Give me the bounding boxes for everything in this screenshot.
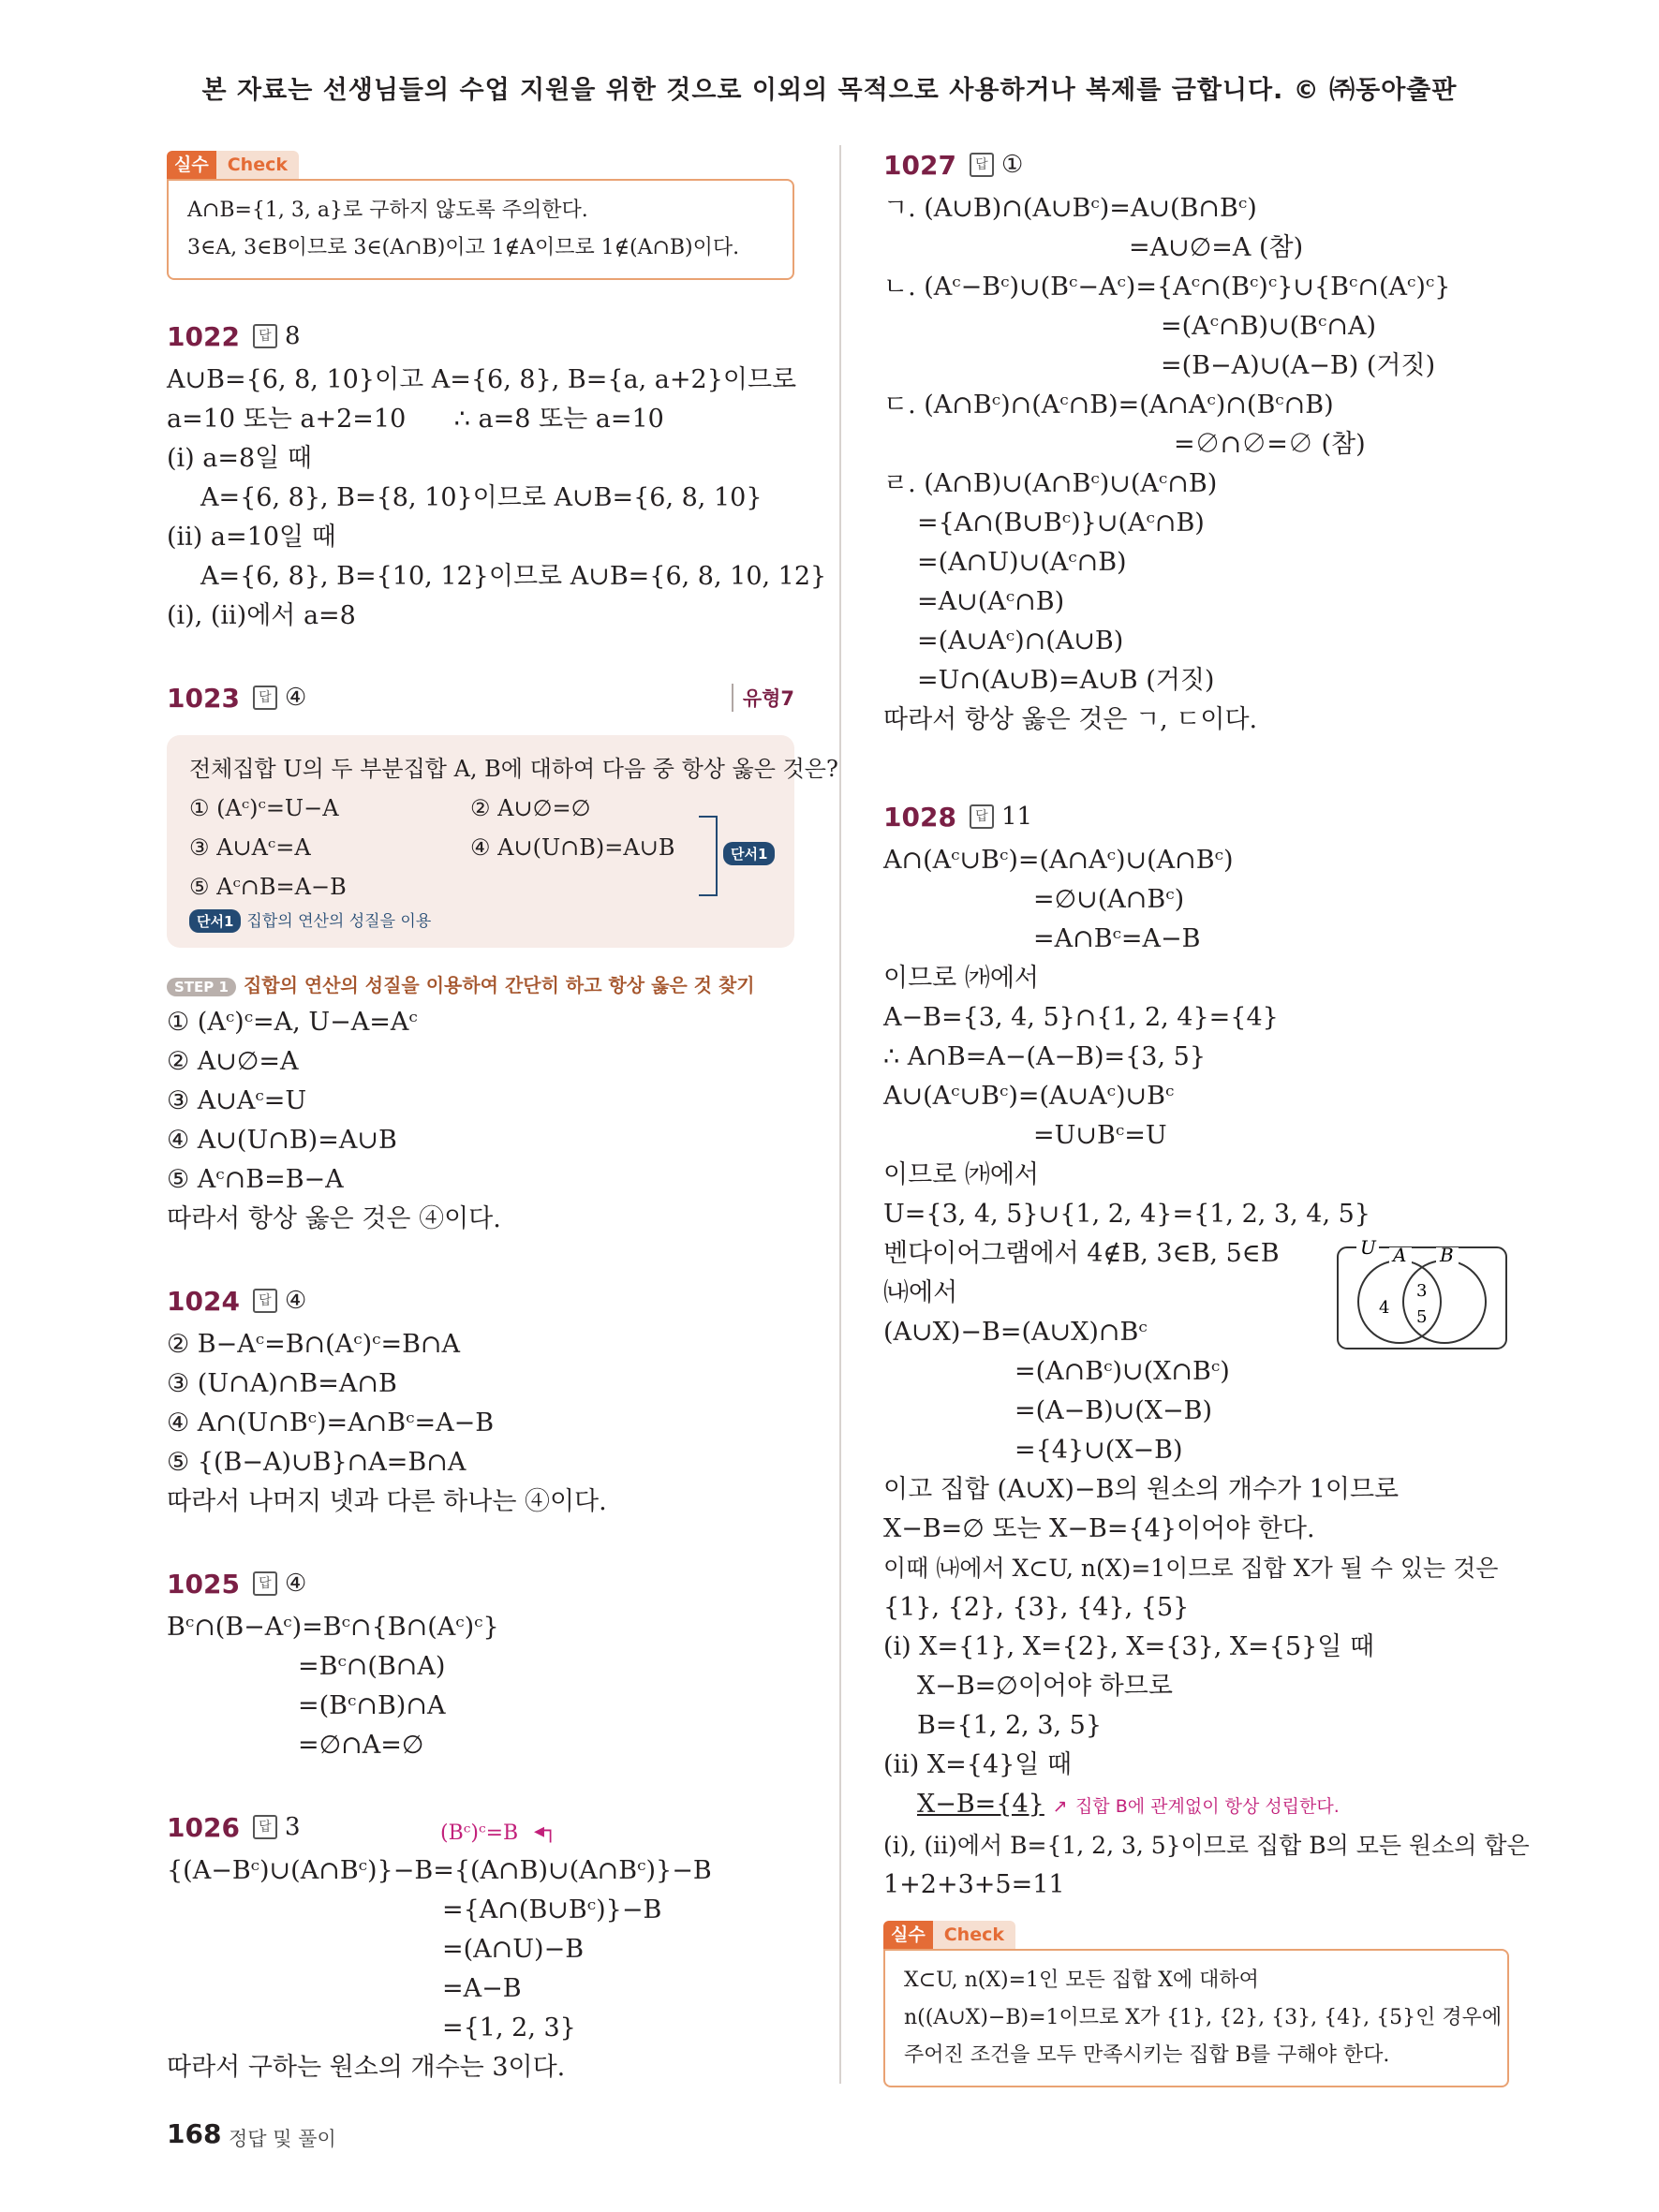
solution-line: =(Bᶜ∩B)∩A	[298, 1691, 446, 1720]
left-column	[167, 140, 838, 2087]
answer-value: ①	[1000, 151, 1024, 179]
solution-line	[883, 1785, 1509, 1826]
problem-1023-header	[167, 673, 794, 722]
solution-line: 이고 집합 (A∪X)−B의 원소의 개수가 1이므로	[883, 1475, 1400, 1504]
solution-line: ⑤ {(B−A)∪B}∩A=B∩A	[167, 1448, 467, 1477]
arrow-icon: ◂┐	[534, 1820, 557, 1843]
solution-line: =∅∩A=∅	[298, 1731, 424, 1760]
option-5: ⑤ Aᶜ∩B=A−B	[189, 874, 347, 900]
answer-value: 3	[284, 1813, 301, 1841]
check-line: 3∈A, 3∈B이므로 3∈(A∩B)이고 1∉A이므로 1∉(A∩B)이다.	[187, 236, 740, 259]
solution-line: =(A∩Bᶜ)∪(X∩Bᶜ)	[1015, 1357, 1230, 1386]
solution-line: (A∪X)−B=(A∪X)∩Bᶜ	[883, 1318, 1148, 1347]
option-4: ④ A∪(U∩B)=A∪B	[470, 834, 675, 861]
answer-value: 8	[284, 322, 301, 350]
hint-bracket	[699, 816, 718, 896]
hint-line	[189, 907, 772, 933]
solution-line: {1}, {2}, {3}, {4}, {5}	[883, 1593, 1190, 1622]
solution-line: ② B−Aᶜ=B∩(Aᶜ)ᶜ=B∩A	[167, 1330, 461, 1359]
solution-line: B={1, 2, 3, 5}	[917, 1711, 1103, 1740]
problem-1028-solution	[883, 841, 1530, 1905]
question-text: 전체집합 U의 두 부분집합 A, B에 대하여 다음 중 항상 옳은 것은?	[189, 756, 838, 782]
solution-line: U={3, 4, 5}∪{1, 2, 4}={1, 2, 3, 4, 5}	[883, 1200, 1370, 1229]
problem-number: 1026	[167, 1811, 240, 1843]
solution-line: =A∪(Aᶜ∩B)	[917, 587, 1065, 616]
answer-badge: 답	[970, 153, 994, 177]
option-3: ③ A∪Aᶜ=A	[189, 834, 311, 861]
solution-line: 따라서 나머지 넷과 다른 하나는 ④이다.	[167, 1487, 607, 1516]
footer-label: 정답 및 풀이	[229, 2128, 336, 2150]
answer-badge: 답	[253, 1571, 277, 1596]
solution-line: Bᶜ∩(B−Aᶜ)=Bᶜ∩{B∩(Aᶜ)ᶜ}	[167, 1613, 499, 1642]
answer-badge: 답	[253, 1815, 277, 1839]
problem-type-tag: 유형7	[732, 684, 794, 712]
solution-line: A∪(Aᶜ∪Bᶜ)=(A∪Aᶜ)∪Bᶜ	[883, 1082, 1175, 1111]
answer-badge: 답	[253, 1289, 277, 1313]
problem-1025-solution	[167, 1608, 794, 1765]
venn-label-a: A	[1393, 1244, 1407, 1266]
solution-line: 이므로 ㈎에서	[883, 964, 1039, 993]
mistake-check-box-1	[167, 148, 794, 280]
solution-line: =(A−B)∪(X−B)	[1015, 1396, 1213, 1425]
problem-1026-solution	[167, 1851, 794, 2087]
answer-value: ④	[284, 684, 307, 712]
problem-number: 1025	[167, 1568, 240, 1600]
solution-line: (i), (ii)에서 a=8	[167, 601, 356, 630]
solution-line: A={6, 8}, B={10, 12}이므로 A∪B={6, 8, 10, 12}	[200, 562, 827, 591]
question-box	[167, 735, 838, 948]
hint-pill: 단서1	[189, 909, 241, 933]
problem-1024-header	[167, 1276, 794, 1325]
answer-value: ④	[284, 1570, 307, 1598]
problem-1027-solution	[883, 189, 1509, 740]
column-divider	[839, 145, 841, 2084]
check-line: A∩B={1, 3, a}로 구하지 않도록 주의한다.	[187, 199, 588, 222]
solution-line: =(A∩U)−B	[442, 1935, 585, 1964]
solution-line: =(Aᶜ∩B)∪(Bᶜ∩A)	[1161, 312, 1377, 341]
solution-line: ③ A∪Aᶜ=U	[167, 1086, 307, 1115]
right-column	[883, 140, 1530, 2087]
solution-line: X−B=∅ 또는 X−B={4}이어야 한다.	[883, 1514, 1315, 1543]
check-label-check: Check	[933, 1921, 1015, 1949]
option-2: ② A∪∅=∅	[470, 795, 591, 821]
venn-label-u: U	[1360, 1238, 1376, 1259]
answer-badge: 답	[970, 804, 994, 829]
problem-number: 1023	[167, 682, 240, 714]
venn-diagram	[1336, 1238, 1510, 1352]
solution-line: =(A∩U)∪(Aᶜ∩B)	[917, 548, 1127, 577]
solution-line: ④ A∩(U∩Bᶜ)=A∩Bᶜ=A−B	[167, 1408, 495, 1438]
page-number: 168	[167, 2118, 222, 2149]
venn-value-intersection-bottom: 5	[1416, 1307, 1428, 1327]
solution-line: ㄷ. (A∩Bᶜ)∩(Aᶜ∩B)=(A∩Aᶜ)∩(Bᶜ∩B)	[883, 391, 1334, 420]
solution-line: ㄹ. (A∩B)∪(A∩Bᶜ)∪(Aᶜ∩B)	[883, 469, 1218, 498]
solution-line: 1+2+3+5=11	[883, 1870, 1065, 1899]
solution-line: =(B−A)∪(A−B) (거짓)	[1161, 351, 1436, 380]
solution-line: (i) a=8일 때	[167, 444, 312, 473]
step-pill: STEP 1	[167, 978, 236, 996]
problem-number: 1024	[167, 1285, 240, 1317]
problem-1026-header	[167, 1803, 794, 1851]
solution-line: A∪B={6, 8, 10}이고 A={6, 8}, B={a, a+2}이므로	[167, 365, 797, 394]
answer-badge: 답	[253, 686, 277, 710]
mistake-check-box-2	[883, 1918, 1509, 2087]
check-content	[167, 179, 794, 280]
solution-line: ② A∪∅=A	[167, 1047, 299, 1076]
hint-text: 집합의 연산의 성질을 이용	[246, 912, 432, 931]
answer-badge: 답	[253, 324, 277, 348]
solution-line: =U∪Bᶜ=U	[1033, 1121, 1167, 1150]
solution-line: =Bᶜ∩(B∩A)	[298, 1652, 446, 1681]
problem-1027-header	[883, 140, 1509, 189]
solution-line: (ii) a=10일 때	[167, 523, 336, 552]
arrow-icon: ↗	[1052, 1796, 1068, 1817]
venn-label-b: B	[1440, 1244, 1454, 1266]
solution-line: ① (Aᶜ)ᶜ=A, U−A=Aᶜ	[167, 1008, 418, 1037]
hint-pill-bracket: 단서1	[723, 842, 775, 865]
problem-1025-header	[167, 1559, 794, 1608]
problem-number: 1022	[167, 320, 240, 352]
solution-line: ={4}∪(X−B)	[1015, 1436, 1183, 1465]
venn-value-only-a: 4	[1379, 1298, 1390, 1318]
solution-line: =(A∪Aᶜ)∩(A∪B)	[917, 627, 1124, 656]
step-text: 집합의 연산의 성질을 이용하여 간단히 하고 항상 옳은 것 찾기	[243, 974, 755, 996]
check-tab	[883, 1921, 1015, 1949]
check-line: n((A∪X)−B)=1이므로 X가 {1}, {2}, {3}, {4}, {5}인 경우에	[904, 2006, 1503, 2029]
solution-line: 이때 ㈏에서 X⊂U, n(X)=1이므로 집합 X가 될 수 있는 것은	[883, 1555, 1499, 1582]
solution-line: 따라서 구하는 원소의 개수는 3이다.	[167, 2053, 566, 2082]
solution-line: ={A∩(B∪Bᶜ)}∪(Aᶜ∩B)	[917, 509, 1205, 538]
solution-line: 따라서 항상 옳은 것은 ④이다.	[167, 1204, 501, 1233]
step-heading	[167, 970, 794, 997]
solution-line: =∅∪(A∩Bᶜ)	[1033, 885, 1185, 914]
solution-line: a=10 또는 a+2=10 ∴ a=8 또는 a=10	[167, 405, 664, 434]
solution-line: A−B={3, 4, 5}∩{1, 2, 4}={4}	[883, 1003, 1279, 1032]
problem-1028-header	[883, 792, 1509, 841]
problem-1024-solution	[167, 1325, 794, 1522]
solution-line: ㄱ. (A∪B)∩(A∪Bᶜ)=A∪(B∩Bᶜ)	[883, 194, 1257, 223]
solution-line: =A−B	[442, 1974, 522, 2003]
solution-line: ㈏에서	[883, 1278, 958, 1307]
solution-line: {(A−Bᶜ)∪(A∩Bᶜ)}−B={(A∩B)∪(A∩Bᶜ)}−B	[167, 1856, 712, 1885]
solution-line: ={A∩(B∪Bᶜ)}−B	[442, 1895, 662, 1924]
copyright-notice: 본 자료는 선생님들의 수업 지원을 위한 것으로 이외의 목적으로 사용하거나 복제를 금합니다. © ㈜동아출판	[201, 76, 1458, 105]
annotation-note: 집합 B에 관계없이 항상 성립한다.	[1074, 1796, 1340, 1817]
question-options	[189, 789, 772, 907]
venn-value-intersection-top: 3	[1416, 1281, 1428, 1301]
check-label-mistake: 실수	[883, 1921, 933, 1949]
solution-line: =U∩(A∪B)=A∪B (거짓)	[917, 666, 1215, 695]
solution-line: ⑤ Aᶜ∩B=B−A	[167, 1165, 344, 1194]
answer-value: 11	[1000, 803, 1033, 831]
solution-line: X−B=∅이어야 하므로	[917, 1672, 1173, 1701]
solution-line: ={1, 2, 3}	[442, 2013, 576, 2042]
solution-line: (i), (ii)에서 B={1, 2, 3, 5}이므로 집합 B의 모든 원소의 합은	[883, 1832, 1530, 1859]
check-label-mistake: 실수	[167, 151, 216, 179]
solution-line: ∴ A∩B=A−(A−B)={3, 5}	[883, 1042, 1206, 1071]
problem-number: 1028	[883, 801, 956, 833]
solution-line: =A∩Bᶜ=A−B	[1033, 924, 1201, 953]
check-tab	[167, 151, 299, 179]
solution-line: =∅∩∅=∅ (참)	[1174, 430, 1366, 459]
check-content	[883, 1949, 1509, 2087]
problem-1022-header	[167, 312, 794, 361]
problem-1022-solution	[167, 361, 827, 636]
solution-line: ④ A∪(U∩B)=A∪B	[167, 1126, 397, 1155]
option-1: ① (Aᶜ)ᶜ=U−A	[189, 795, 339, 821]
solution-line: ③ (U∩A)∩B=A∩B	[167, 1369, 397, 1398]
venn-circle-b	[1403, 1261, 1486, 1343]
solution-line: A∩(Aᶜ∪Bᶜ)=(A∩Aᶜ)∪(A∩Bᶜ)	[883, 846, 1234, 875]
check-line: X⊂U, n(X)=1인 모든 집합 X에 대하여	[904, 1969, 1259, 1992]
problem-number: 1027	[883, 149, 956, 181]
solution-line: (i) X={1}, X={2}, X={3}, X={5}일 때	[883, 1632, 1375, 1661]
annotation-note: (Bᶜ)ᶜ=B	[440, 1821, 519, 1845]
solution-line: 따라서 항상 옳은 것은 ㄱ, ㄷ이다.	[883, 705, 1258, 734]
venn-circle-a	[1358, 1261, 1441, 1343]
underlined-expression: X−B={4}	[917, 1790, 1044, 1819]
check-line: 주어진 조건을 모두 만족시키는 집합 B를 구해야 한다.	[904, 2043, 1390, 2067]
solution-line: (ii) X={4}일 때	[883, 1750, 1073, 1779]
check-label-check: Check	[216, 151, 299, 179]
solution-line: 이므로 ㈎에서	[883, 1160, 1039, 1189]
solution-line: A={6, 8}, B={8, 10}이므로 A∪B={6, 8, 10}	[200, 483, 763, 512]
solution-line: ㄴ. (Aᶜ−Bᶜ)∪(Bᶜ−Aᶜ)={Aᶜ∩(Bᶜ)ᶜ}∪{Bᶜ∩(Aᶜ)ᶜ}	[883, 273, 1451, 302]
solution-line: 벤다이어그램에서 4∉B, 3∈B, 5∈B	[883, 1239, 1280, 1268]
answer-value: ④	[284, 1287, 307, 1315]
problem-1023-solution	[167, 1003, 794, 1239]
solution-line: =A∪∅=A (참)	[1129, 233, 1304, 262]
